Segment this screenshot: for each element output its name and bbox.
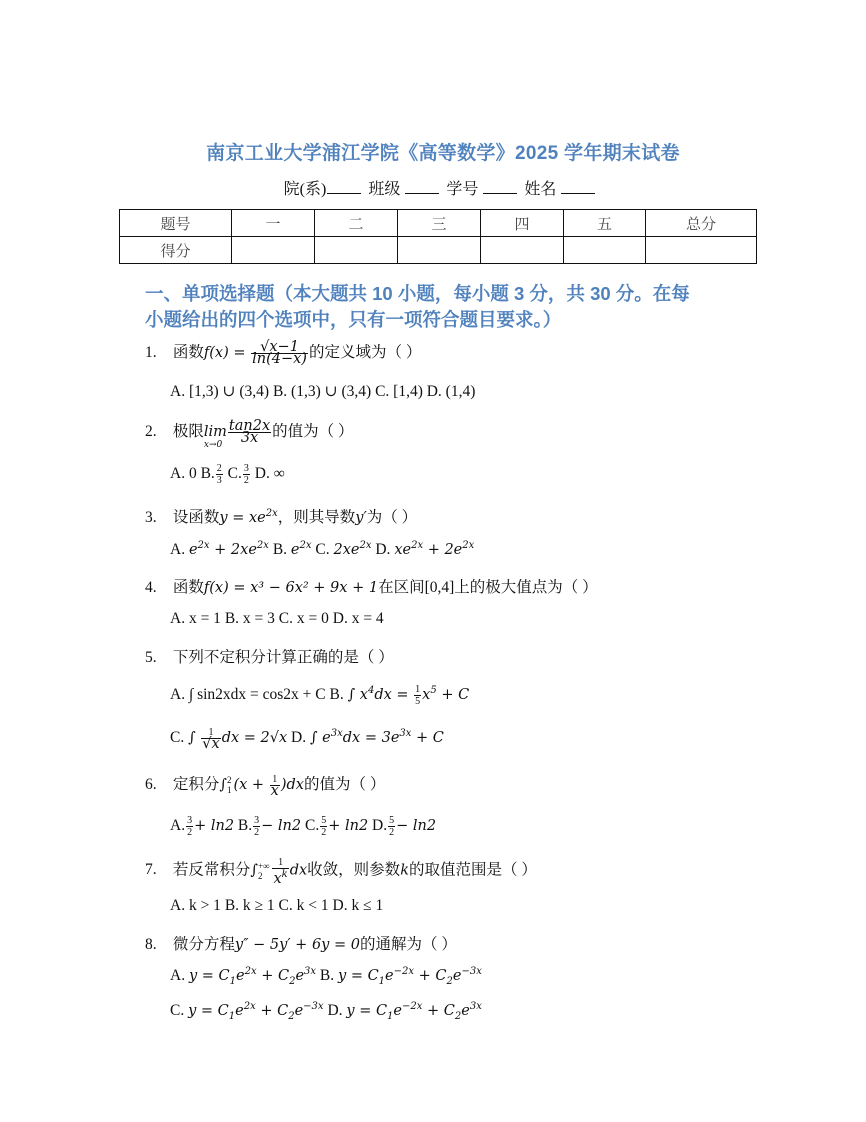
- denominator: 2: [243, 475, 249, 486]
- math-expression: f: [203, 345, 210, 361]
- table-cell: 三: [398, 210, 481, 237]
- denominator: $x^k$: [273, 869, 288, 887]
- question-text: 定积分: [172, 776, 220, 793]
- numerator: 1: [272, 857, 288, 869]
- math-expression: $y = xe^{2x}$: [219, 508, 278, 526]
- question-3: [145, 505, 417, 527]
- class-blank: [405, 179, 439, 194]
- math-expression: y′: [355, 510, 367, 526]
- question-8: [145, 932, 457, 954]
- question-7: [145, 857, 537, 885]
- math-expression: − ln2: [396, 818, 437, 835]
- options-q4: [170, 610, 384, 628]
- option-b: [329, 684, 470, 707]
- upper-limit: 2: [226, 775, 232, 786]
- fraction: [228, 417, 271, 446]
- question-number: 8.: [145, 936, 157, 953]
- denominator: x: [270, 782, 279, 799]
- denominator: 2: [187, 827, 193, 838]
- fraction: [270, 774, 280, 797]
- fraction: [186, 815, 193, 838]
- numerator: tan2x: [228, 417, 271, 434]
- question-number: 4.: [145, 579, 157, 596]
- integral-sign: ∫: [250, 862, 258, 879]
- option-a: [170, 966, 317, 987]
- numerator: 5: [389, 815, 395, 826]
- question-5: [145, 645, 394, 667]
- score-table-header-row: [120, 210, 757, 237]
- score-cell: [232, 237, 315, 264]
- math-expression: $y = C_1e^{-2x} + C_2e^{-3x}$: [338, 966, 482, 987]
- field-label-department: 院(系): [283, 181, 327, 198]
- student-id-blank: [483, 179, 517, 194]
- question-text: 函数: [172, 344, 204, 361]
- question-text: 的值为（ ）: [272, 423, 354, 440]
- question-6: [145, 772, 385, 797]
- option-label: C.: [304, 817, 320, 835]
- option-label: D.: [291, 729, 307, 747]
- question-text: ，则其导数: [277, 509, 356, 526]
- option-label: C.: [227, 465, 242, 483]
- math-expression: + ln2: [194, 818, 235, 835]
- question-number: 3.: [145, 509, 157, 526]
- table-cell: 五: [564, 210, 646, 237]
- option-d: [372, 815, 437, 838]
- option-d: D. ∞: [254, 465, 285, 483]
- options-q5-row2: [170, 727, 444, 750]
- option-d: D. k ≤ 1: [332, 897, 384, 914]
- question-number: 6.: [145, 776, 157, 793]
- integral-sign: ∫: [219, 777, 227, 793]
- denominator: 3x: [240, 429, 259, 446]
- question-text: 收敛，则参数: [307, 861, 401, 879]
- option-b: [273, 541, 312, 558]
- lower-limit: 1: [226, 785, 232, 796]
- question-text: 的通解为（ ）: [359, 936, 457, 953]
- option-b: B. k ≥ 1: [224, 897, 275, 914]
- numerator: 5: [321, 815, 327, 826]
- field-label-student-id: 学号: [446, 181, 479, 198]
- question-text: 为（ ）: [366, 509, 418, 526]
- math-expression: dx: [289, 862, 308, 879]
- fraction: [216, 463, 223, 486]
- option-d: [375, 541, 474, 558]
- fraction: [251, 338, 308, 367]
- option-c: [170, 1001, 324, 1022]
- math-expression: ∫: [188, 730, 201, 747]
- exam-title: 南京工业大学浦江学院《高等数学》2025 学年期末试卷: [206, 143, 680, 164]
- question-text: 设函数: [172, 509, 220, 526]
- math-expression: (x +: [233, 777, 269, 793]
- score-cell: [564, 237, 646, 264]
- fraction: [253, 815, 260, 838]
- denominator: 2: [254, 827, 260, 838]
- math-expression: $y = C_1e^{2x} + C_2e^{-3x}$: [188, 1001, 324, 1022]
- integral-limits: [227, 775, 232, 795]
- question-1: [145, 340, 421, 365]
- math-expression: y″ − 5y′ + 6y = 0: [234, 937, 360, 953]
- numerator: √x−1: [251, 342, 308, 354]
- math-expression: $y = C_1e^{2x} + C_2e^{3x}$: [188, 966, 317, 987]
- question-text: 函数: [172, 579, 204, 596]
- option-label: A.: [170, 540, 186, 558]
- question-4: [145, 575, 598, 597]
- math-expression: + ln2: [328, 818, 369, 835]
- options-q1: [170, 382, 475, 401]
- field-label-class: 班级: [368, 181, 401, 198]
- option-d: [291, 729, 444, 746]
- denominator: ln(4−x): [252, 350, 307, 367]
- question-2: [145, 417, 354, 450]
- section-heading-line: 小题给出的四个选项中，只有一项符合题目要求。）: [145, 309, 562, 330]
- score-cell: [481, 237, 564, 264]
- option-label: A.: [170, 817, 186, 835]
- option-label: C.: [315, 540, 330, 558]
- question-number: 5.: [145, 649, 157, 666]
- limit-subscript: x→0: [203, 440, 223, 450]
- math-expression: )dx: [280, 777, 304, 793]
- denominator: 2: [321, 827, 327, 838]
- math-expression: $xe^{2x} + 2e^{2x}$: [394, 540, 475, 558]
- option-c: [227, 463, 251, 486]
- question-text: 微分方程: [172, 936, 235, 953]
- option-label: C.: [170, 1001, 185, 1019]
- option-label: D.: [327, 1001, 343, 1019]
- question-number: 7.: [145, 861, 157, 879]
- math-expression: $e^{2x} + 2xe^{2x}$: [188, 540, 269, 558]
- options-q6: [170, 815, 436, 838]
- option-b: [237, 815, 302, 838]
- options-q8-row1: [170, 966, 482, 987]
- upper-limit: +∞: [257, 860, 270, 871]
- option-d: D. x = 4: [332, 610, 384, 627]
- math-expression: $e^{2x}$: [290, 540, 312, 558]
- score-table: [119, 209, 757, 264]
- option-b: [319, 966, 482, 987]
- question-text: 若反常积分: [172, 861, 251, 879]
- option-a: A. k > 1: [170, 897, 221, 914]
- math-expression: k: [400, 862, 409, 879]
- question-text: 极限: [172, 423, 204, 440]
- question-text: 的值为（ ）: [303, 776, 386, 793]
- fraction: [201, 727, 220, 750]
- section-heading-line: 一、单项选择题（本大题共 10 小题，每小题 3 分，共 30 分。在每: [145, 283, 690, 304]
- fraction: [388, 815, 395, 838]
- math-expression: f(x) = x³ − 6x² + 9x + 1: [203, 580, 379, 596]
- question-number: 1.: [145, 344, 157, 361]
- score-cell: [315, 237, 398, 264]
- department-blank: [327, 179, 361, 194]
- math-expression: $y = C_1e^{-2x} + C_2e^{3x}$: [346, 1001, 482, 1022]
- option-b: [200, 463, 224, 486]
- option-c: C. x = 0: [278, 610, 329, 627]
- question-text: 的定义域为（ ）: [308, 344, 422, 361]
- math-expression: ∫ $x^4dx$ =: [347, 685, 414, 704]
- option-a: [170, 541, 269, 558]
- numerator: 3: [243, 463, 249, 474]
- denominator: √x: [202, 736, 220, 752]
- limit-expression: lim x→0: [203, 424, 227, 450]
- score-cell: [646, 237, 757, 264]
- option-label: B.: [319, 966, 335, 984]
- options-q5-row1: [170, 684, 469, 707]
- question-number: 2.: [145, 423, 157, 440]
- option-c: [304, 815, 369, 838]
- option-label: B.: [272, 540, 288, 558]
- numerator: 1: [415, 684, 421, 695]
- option-label: B.: [200, 465, 215, 483]
- field-label-name: 姓名: [524, 181, 557, 198]
- option-b: B. x = 3: [224, 610, 275, 627]
- math-expression: (x) =: [209, 345, 251, 361]
- fraction: [272, 857, 288, 885]
- options-q2: [170, 463, 285, 486]
- fraction: [320, 815, 327, 838]
- option-c: [170, 727, 288, 752]
- math-expression: $2xe^{2x}$: [333, 540, 372, 558]
- option-label: B.: [329, 686, 344, 704]
- option-b: B. (1,3) ∪ (3,4): [272, 383, 372, 400]
- denominator: 2: [389, 827, 395, 838]
- score-table-score-row: [120, 237, 757, 264]
- question-text: 在区间[0,4]上的极大值点为（ ）: [378, 579, 598, 596]
- math-expression: $x^5 + C$: [422, 685, 470, 704]
- lower-limit: 2: [257, 870, 263, 881]
- table-cell: 四: [481, 210, 564, 237]
- math-expression: dx = 2√x: [221, 730, 288, 747]
- score-cell: [398, 237, 481, 264]
- option-label: D.: [375, 540, 391, 558]
- table-cell: 二: [315, 210, 398, 237]
- option-label: A.: [170, 966, 186, 984]
- name-blank: [561, 179, 595, 194]
- option-label: C.: [170, 729, 185, 747]
- math-expression: − ln2: [261, 818, 302, 835]
- table-cell: 题号: [120, 210, 232, 237]
- option-d: D. (1,4): [426, 383, 476, 400]
- option-label: D.: [372, 817, 388, 835]
- question-text: 下列不定积分计算正确的是（ ）: [172, 649, 394, 666]
- section-heading: [145, 281, 745, 333]
- option-a: A. [1,3) ∪ (3,4): [170, 383, 270, 400]
- option-c: C. [1,4): [375, 383, 423, 400]
- option-c: [315, 541, 371, 558]
- table-cell: 得分: [120, 237, 232, 264]
- numerator: 1: [270, 774, 280, 786]
- integral-limits: [258, 861, 270, 881]
- question-text: 的取值范围是（ ）: [408, 861, 537, 879]
- option-a: [170, 815, 235, 838]
- option-d: [327, 1001, 482, 1022]
- options-q8-row2: [170, 1001, 482, 1022]
- table-cell: 一: [232, 210, 315, 237]
- table-cell: 总分: [646, 210, 757, 237]
- denominator: 3: [216, 475, 222, 486]
- option-c: C. k < 1: [278, 897, 329, 914]
- numerator: 3: [187, 815, 193, 826]
- math-expression: ∫ $e^{3x}dx = 3e^{3x} + C$: [310, 728, 444, 747]
- student-info-line: [0, 176, 866, 199]
- fraction: [414, 684, 421, 707]
- options-q7: [170, 897, 383, 915]
- denominator: 5: [415, 696, 421, 707]
- numerator: 3: [254, 815, 260, 826]
- option-a: A. ∫ sin2xdx = cos2x + C: [170, 686, 326, 704]
- fraction: [243, 463, 250, 486]
- options-q3: [170, 540, 474, 559]
- option-label: B.: [237, 817, 253, 835]
- numerator: 2: [216, 463, 222, 474]
- numerator: 1: [201, 727, 220, 739]
- option-a: A. x = 1: [170, 610, 221, 627]
- option-a: A. 0: [170, 465, 197, 483]
